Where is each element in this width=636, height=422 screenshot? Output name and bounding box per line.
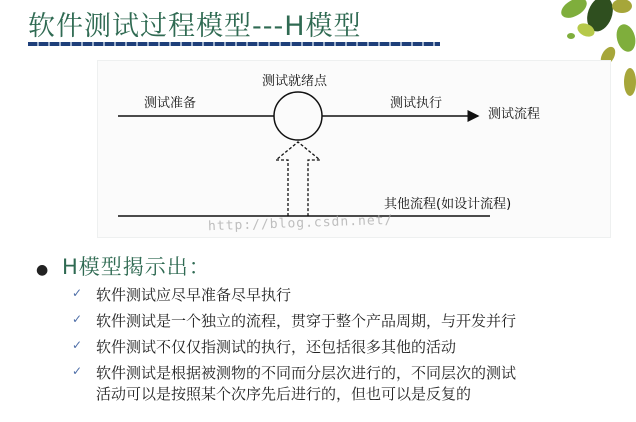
test-ready-label: 测试就绪点 [262, 74, 328, 89]
list-item-text-continued: 活动可以是按照某个次序先后进行的，但也可以是反复的 [96, 385, 472, 403]
section-heading: H模型揭示出： [62, 255, 211, 279]
list-item-text: 软件测试是一个独立的流程，贯穿于整个产品周期，与开发并行 [96, 312, 517, 330]
test-exec-label: 测试执行 [390, 96, 443, 111]
check-icon: ✓ [72, 338, 83, 352]
list-item-text: 软件测试应尽早准备尽早执行 [96, 286, 292, 304]
list-item-text: 软件测试是根据被测物的不同而分层次进行的，不同层次的测试 [96, 364, 517, 382]
dashed-up-arrow [276, 142, 320, 216]
check-icon: ✓ [72, 312, 83, 326]
test-flow-label: 测试流程 [488, 107, 541, 122]
list-item-text: 软件测试不仅仅指测试的执行，还包括很多其他的活动 [96, 338, 457, 356]
check-icon: ✓ [72, 286, 83, 300]
test-ready-circle [274, 92, 322, 140]
slide-title: 软件测试过程模型---H模型 [28, 11, 362, 42]
other-flow-label: 其他流程(如设计流程) [384, 197, 512, 212]
test-prep-label: 测试准备 [144, 96, 197, 111]
section-bullet-icon: ● [36, 262, 49, 278]
watermark-text: http://blog.csdn.net/ [207, 212, 394, 235]
check-icon: ✓ [72, 364, 83, 378]
